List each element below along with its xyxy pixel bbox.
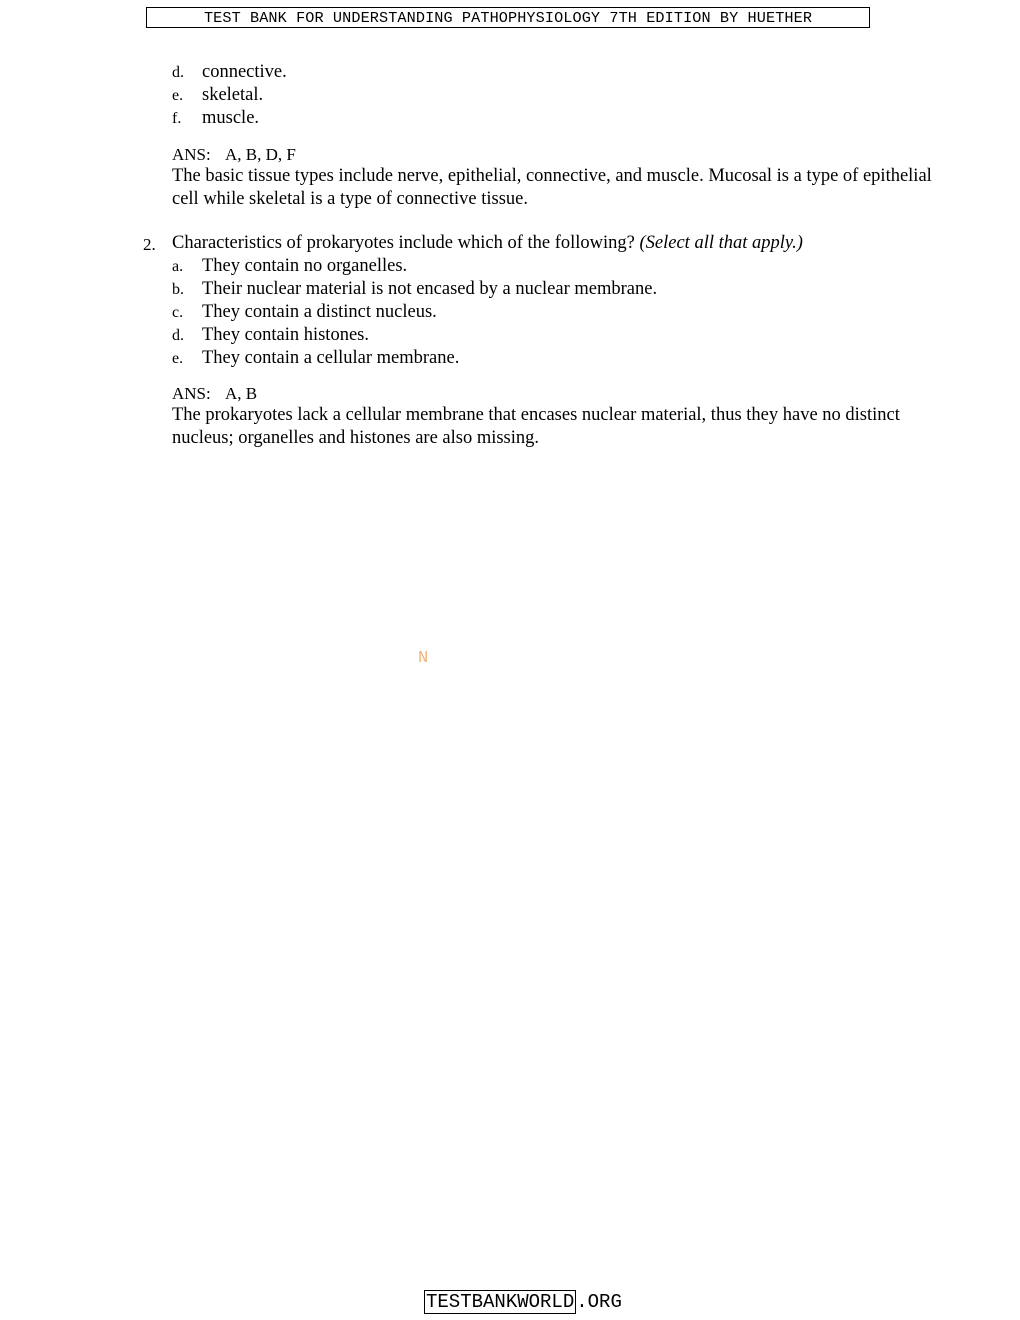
q2-option-e-text: They contain a cellular membrane. [202,348,460,368]
q2-stem [172,232,803,255]
footer-site-suffix: .ORG [576,1291,622,1313]
footer-site [424,1290,622,1314]
q2-stem-text: Characteristics of prokaryotes include which of the following? [172,233,635,253]
q2-option-e-letter: e. [172,350,184,367]
q2-answer [172,382,257,405]
q1-answer [172,143,296,166]
q1-option-f-letter: f. [172,110,182,127]
q2-rationale: The prokaryotes lack a cellular membrane that encases nuclear material, thus they have no distinct nucleus; organelles and histones are also missing. [172,405,900,448]
q1-option-e-text: skeletal. [202,85,264,105]
q2-answer-label: ANS: [172,384,211,403]
watermark-letter: N [418,649,429,668]
q1-rationale: The basic tissue types include nerve, epithelial, connective, and muscle. Mucosal is a type of epithelial cell while skeletal is a type of connective tissue. [172,166,932,209]
q2-instruction: (Select all that apply.) [639,233,803,253]
q2-option-b-letter: b. [172,281,184,298]
q2-option-a-letter: a. [172,258,184,275]
q1-option-f-text: muscle. [202,108,260,128]
footer-site-boxed: TESTBANKWORLD [426,1291,575,1313]
page-header-title: TEST BANK FOR UNDERSTANDING PATHOPHYSIOLOGY 7TH EDITION BY HUETHER [146,7,870,28]
q2-option-b-text: Their nuclear material is not encased by a nuclear membrane. [202,279,658,299]
q2-number: 2. [143,235,156,254]
q2-option-a-text: They contain no organelles. [202,256,408,276]
q2-answer-value: A, B [225,384,258,403]
q2-option-d-text: They contain histones. [202,325,369,345]
q1-option-d-text: connective. [202,62,287,82]
q1-answer-value: A, B, D, F [225,145,296,164]
q1-option-d-letter: d. [172,64,184,81]
q1-option-e-letter: e. [172,87,184,104]
q2-option-d-letter: d. [172,327,184,344]
q1-answer-label: ANS: [172,145,211,164]
q2-option-c-letter: c. [172,304,184,321]
q2-option-c-text: They contain a distinct nucleus. [202,302,437,322]
